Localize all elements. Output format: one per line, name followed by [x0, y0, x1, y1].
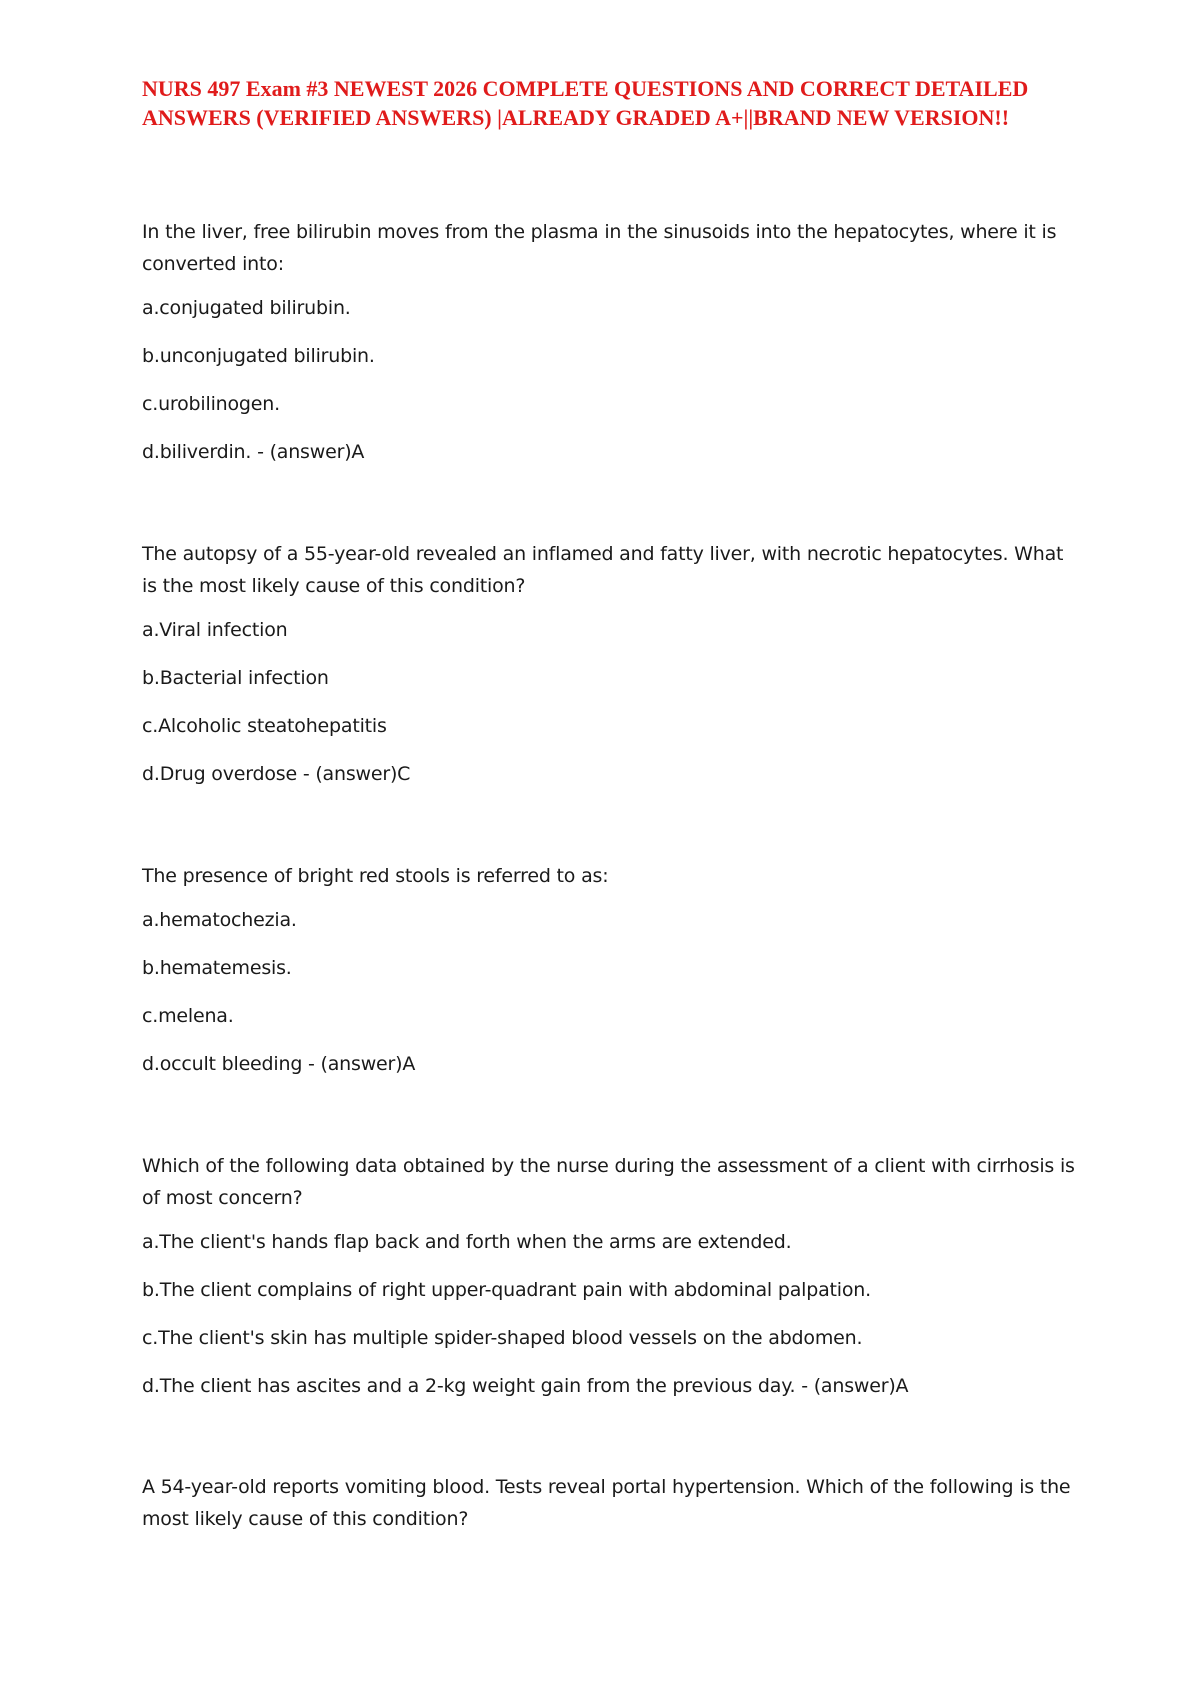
answer-option-b: b.unconjugated bilirubin.	[142, 345, 375, 367]
question-stem: Which of the following data obtained by the nurse during the assessment of a client with cirrhosis is of most concern?	[142, 1155, 1075, 1209]
answer-option-d: d.The client has ascites and a 2-kg weight gain from the previous day. - (answer)A	[142, 1375, 909, 1397]
answer-option-a: a.hematochezia.	[142, 909, 297, 931]
question-block	[142, 1150, 1082, 1422]
question-stem: The presence of bright red stools is referred to as:	[142, 865, 609, 887]
question-stem: The autopsy of a 55-year-old revealed an inflamed and fatty liver, with necrotic hepatocytes. What is the most likely cause of this condition?	[142, 543, 1064, 597]
answer-option-a: a.conjugated bilirubin.	[142, 297, 351, 319]
question-block	[142, 860, 1082, 1100]
answer-option-c: c.melena.	[142, 1005, 234, 1027]
answer-option-c: c.Alcoholic steatohepatitis	[142, 715, 387, 737]
document-title: NURS 497 Exam #3 NEWEST 2026 COMPLETE QUESTIONS AND CORRECT DETAILED ANSWERS (VERIFIED ANSWERS) |ALREADY GRADED A+||BRAND NEW VERSION!!	[142, 76, 1029, 130]
answer-option-c: c.urobilinogen.	[142, 393, 280, 415]
answer-option-b: b.hematemesis.	[142, 957, 292, 979]
question-block	[142, 216, 1082, 488]
answer-option-c: c.The client's skin has multiple spider-shaped blood vessels on the abdomen.	[142, 1327, 863, 1349]
answer-option-b: b.Bacterial infection	[142, 667, 329, 689]
answer-option-d: d.biliverdin. - (answer)A	[142, 441, 365, 463]
question-block	[142, 1471, 1082, 1551]
question-block	[142, 538, 1082, 810]
question-stem: In the liver, free bilirubin moves from the plasma in the sinusoids into the hepatocytes, where it is converted into:	[142, 221, 1057, 275]
answer-option-a: a.Viral infection	[142, 619, 288, 641]
question-stem: A 54-year-old reports vomiting blood. Tests reveal portal hypertension. Which of the following is the most likely cause of this condition?	[142, 1476, 1071, 1530]
answer-option-d: d.occult bleeding - (answer)A	[142, 1053, 416, 1075]
answer-option-a: a.The client's hands flap back and forth when the arms are extended.	[142, 1231, 792, 1253]
answer-option-b: b.The client complains of right upper-quadrant pain with abdominal palpation.	[142, 1279, 871, 1301]
answer-option-d: d.Drug overdose - (answer)C	[142, 763, 411, 785]
